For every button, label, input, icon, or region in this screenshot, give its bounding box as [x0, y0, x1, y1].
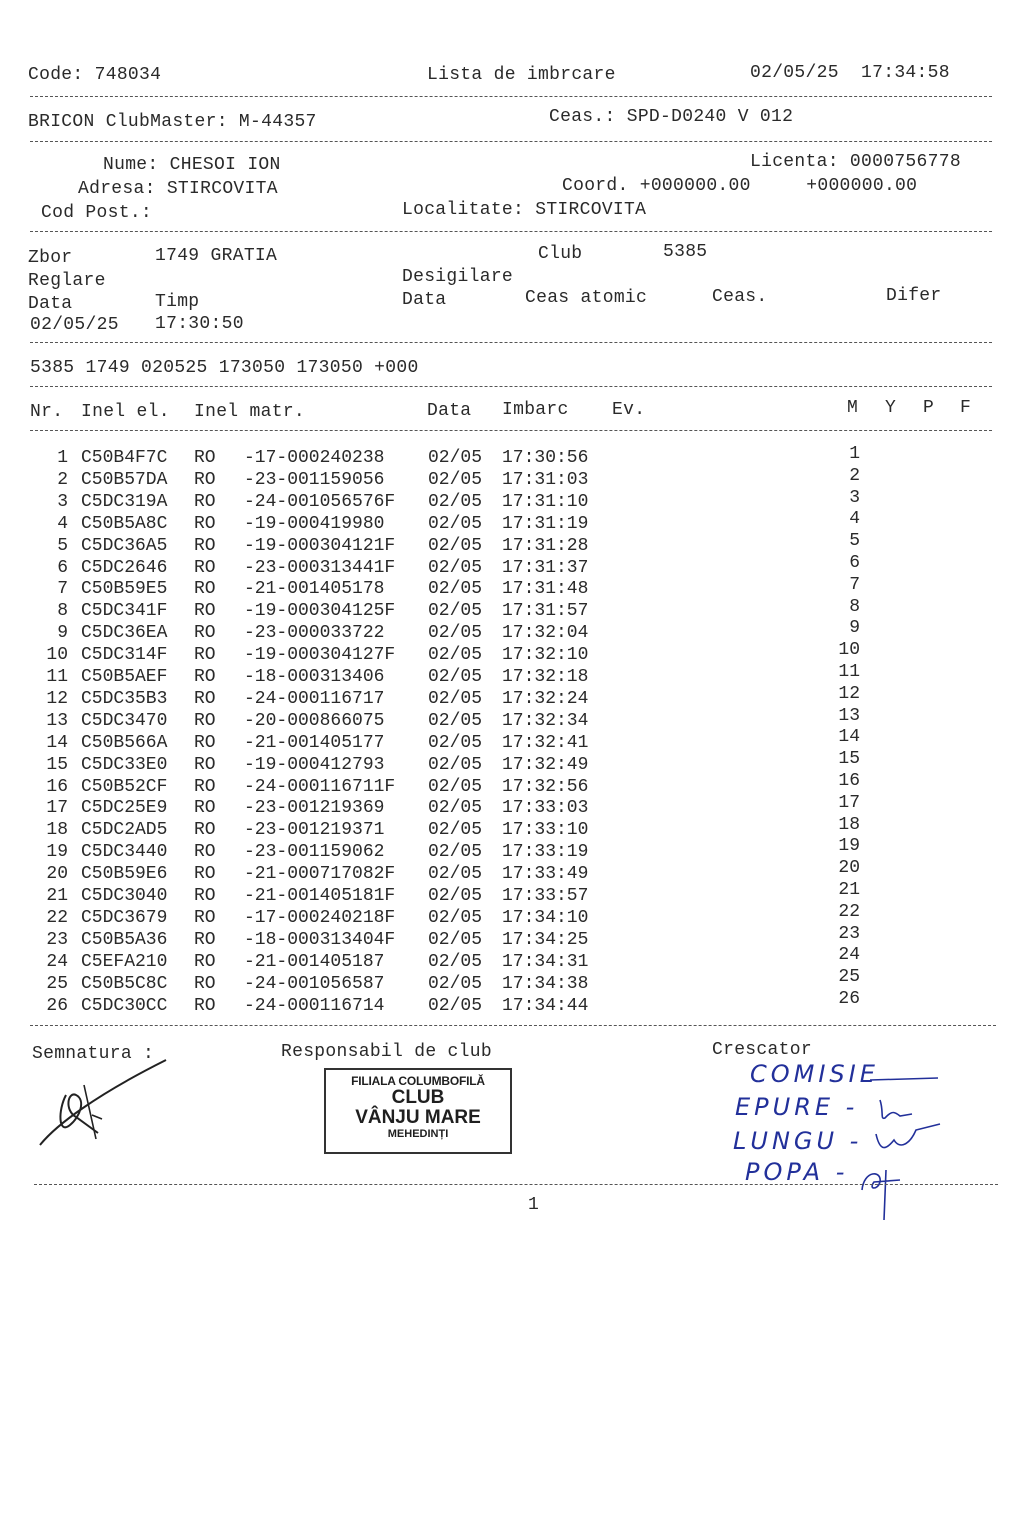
- electronic-ring: C5DC36A5: [81, 535, 168, 556]
- row-number: 14: [46, 732, 68, 753]
- clock-label: Ceas.: SPD-D0240 V 012: [549, 107, 794, 127]
- ring-number: -21-001405187: [244, 951, 385, 972]
- owner-locality: Localitate: STIRCOVITA: [402, 200, 647, 220]
- table-row: [0, 858, 1024, 885]
- arrival-date: 02/05: [428, 732, 483, 753]
- position-m: 23: [838, 923, 860, 944]
- ceas-label: Ceas.: [712, 287, 768, 307]
- row-number: 18: [46, 820, 68, 841]
- arrival-time: 17:31:37: [502, 557, 589, 578]
- position-m: 2: [849, 465, 860, 486]
- arrival-time: 17:32:10: [502, 645, 589, 666]
- row-number: 9: [57, 623, 68, 644]
- position-m: 5: [849, 531, 860, 552]
- col-inel-el: Inel el.: [81, 402, 170, 422]
- page-number: 1: [528, 1195, 540, 1215]
- arrival-time: 17:31:48: [502, 579, 589, 600]
- position-m: 3: [849, 487, 860, 508]
- country-code: RO: [194, 907, 216, 928]
- position-m: 25: [838, 967, 860, 988]
- table-row: [0, 444, 1024, 469]
- electronic-ring: C5DC30CC: [81, 995, 168, 1016]
- ring-number: -17-000240218F: [244, 907, 396, 928]
- position-m: 16: [838, 771, 860, 791]
- divider: [30, 342, 992, 343]
- country-code: RO: [194, 448, 216, 468]
- country-code: RO: [194, 535, 216, 556]
- divider: [30, 96, 992, 97]
- country-code: RO: [194, 667, 216, 687]
- row-number: 11: [46, 667, 68, 687]
- electronic-ring: C50B566A: [81, 732, 168, 753]
- ring-number: -23-000033722: [244, 623, 385, 644]
- row-number: 4: [57, 513, 68, 534]
- row-number: 3: [57, 491, 68, 512]
- table-row: [0, 989, 1024, 1017]
- row-number: 7: [57, 579, 68, 600]
- position-m: 20: [838, 858, 860, 879]
- club-stamp: [324, 1068, 512, 1154]
- ring-number: -23-001159056: [244, 469, 385, 490]
- ring-number: -18-000313406: [244, 667, 385, 687]
- electronic-ring: C5DC341F: [81, 601, 168, 622]
- position-m: 17: [838, 792, 860, 813]
- arrival-date: 02/05: [428, 710, 483, 731]
- table-row: [0, 705, 1024, 732]
- arrival-time: 17:32:34: [502, 710, 589, 731]
- country-code: RO: [194, 951, 216, 972]
- row-number: 24: [46, 951, 68, 972]
- stamp-line4: MEHEDINȚI: [387, 1128, 449, 1140]
- table-row: [0, 880, 1024, 907]
- ring-number: -21-000717082F: [244, 864, 396, 885]
- divider: [30, 386, 992, 387]
- arrival-date: 02/05: [428, 601, 483, 622]
- ring-number: -19-000304127F: [244, 645, 396, 666]
- ring-number: -24-001056587: [244, 973, 385, 994]
- electronic-ring: C5DC25E9: [81, 798, 168, 819]
- electronic-ring: C50B5AEF: [81, 667, 168, 687]
- electronic-ring: C5DC35B3: [81, 688, 168, 709]
- data-value: 02/05/25: [30, 315, 119, 335]
- arrival-time: 17:34:25: [502, 929, 589, 950]
- arrival-date: 02/05: [428, 842, 483, 863]
- electronic-ring: C50B59E5: [81, 579, 168, 600]
- position-m: 7: [849, 574, 860, 595]
- timp-value: 17:30:50: [155, 314, 244, 334]
- reglare-label: Reglare: [28, 271, 106, 291]
- arrival-time: 17:32:41: [502, 732, 589, 753]
- semnatura-label: Semnatura :: [32, 1044, 155, 1064]
- table-row: [0, 749, 1024, 776]
- row-number: 10: [46, 645, 68, 666]
- arrival-date: 02/05: [428, 907, 483, 928]
- ceas-atomic-label: Ceas atomic: [525, 288, 648, 308]
- row-number: 20: [46, 864, 68, 885]
- ring-number: -23-000313441F: [244, 557, 396, 578]
- table-row: [0, 487, 1024, 513]
- ring-number: -21-001405178: [244, 579, 385, 600]
- table-row: [0, 836, 1024, 863]
- col-nr: Nr.: [30, 402, 64, 422]
- position-m: 14: [838, 727, 860, 748]
- ring-number: -19-000304125F: [244, 601, 396, 622]
- arrival-time: 17:32:04: [502, 623, 589, 644]
- ring-number: -17-000240238: [244, 448, 385, 468]
- ring-number: -21-001405177: [244, 732, 385, 753]
- table-row: [0, 574, 1024, 600]
- electronic-ring: C50B5A36: [81, 929, 168, 950]
- stamp-line3: VÂNJU MARE: [355, 1107, 481, 1128]
- arrival-time: 17:33:57: [502, 886, 589, 906]
- col-inel-matr: Inel matr.: [194, 402, 306, 422]
- position-m: 6: [849, 553, 860, 573]
- row-number: 16: [46, 776, 68, 797]
- divider: [30, 231, 992, 232]
- arrival-time: 17:31:03: [502, 469, 589, 490]
- position-m: 18: [838, 814, 860, 835]
- electronic-ring: C5DC3440: [81, 842, 168, 863]
- ring-number: -23-001219371: [244, 820, 385, 841]
- row-number: 15: [46, 754, 68, 775]
- country-code: RO: [194, 513, 216, 534]
- arrival-date: 02/05: [428, 798, 483, 819]
- country-code: RO: [194, 601, 216, 622]
- position-m: 1: [849, 444, 860, 464]
- row-number: 26: [46, 995, 68, 1016]
- position-m: 9: [849, 618, 860, 639]
- electronic-ring: C5DC2646: [81, 557, 168, 578]
- arrival-date: 02/05: [428, 491, 483, 512]
- arrival-time: 17:34:10: [502, 907, 589, 928]
- divider: [30, 430, 992, 431]
- position-m: 11: [838, 662, 860, 682]
- print-datetime: 02/05/25 17:34:58: [750, 63, 950, 83]
- arrival-date: 02/05: [428, 951, 483, 972]
- col-data: Data: [427, 401, 472, 421]
- country-code: RO: [194, 754, 216, 775]
- owner-address: Adresa: STIRCOVITA: [78, 179, 278, 199]
- table-row: [0, 465, 1024, 491]
- country-code: RO: [194, 864, 216, 885]
- table-row: [0, 945, 1024, 973]
- country-code: RO: [194, 798, 216, 819]
- divider: [30, 1025, 996, 1026]
- row-number: 13: [46, 710, 68, 731]
- handwriting-comisie: COMISIE: [750, 1060, 879, 1088]
- arrival-date: 02/05: [428, 886, 483, 906]
- row-number: 21: [46, 886, 68, 906]
- arrival-date: 02/05: [428, 535, 483, 556]
- country-code: RO: [194, 710, 216, 731]
- arrival-time: 17:33:49: [502, 864, 589, 885]
- owner-postcode: Cod Post.:: [41, 203, 153, 223]
- table-row: [0, 771, 1024, 798]
- arrival-time: 17:34:44: [502, 995, 589, 1016]
- arrival-date: 02/05: [428, 995, 483, 1016]
- table-row: [0, 662, 1024, 688]
- position-m: 12: [838, 683, 860, 704]
- country-code: RO: [194, 995, 216, 1016]
- row-number: 19: [46, 842, 68, 863]
- electronic-ring: C5DC314F: [81, 645, 168, 666]
- table-row: [0, 967, 1024, 995]
- position-m: 22: [838, 901, 860, 922]
- country-code: RO: [194, 732, 216, 753]
- ring-number: -19-000412793: [244, 754, 385, 775]
- table-row: [0, 901, 1024, 929]
- ring-number: -19-000304121F: [244, 535, 396, 556]
- ring-number: -24-000116714: [244, 995, 385, 1016]
- handwriting-epure: EPURE -: [735, 1093, 859, 1121]
- divider: [30, 141, 992, 142]
- table-row: [0, 553, 1024, 579]
- club-label: Club: [538, 244, 583, 264]
- country-code: RO: [194, 557, 216, 578]
- ring-number: -20-000866075: [244, 710, 385, 731]
- data-label: Data: [28, 294, 73, 314]
- table-row: [0, 727, 1024, 754]
- arrival-time: 17:32:24: [502, 688, 589, 709]
- country-code: RO: [194, 688, 216, 709]
- table-row: [0, 640, 1024, 666]
- country-code: RO: [194, 491, 216, 512]
- ring-number: -24-000116711F: [244, 776, 396, 797]
- stamp-line1: FILIALA COLUMBOFILĂ: [351, 1074, 485, 1088]
- arrival-time: 17:33:10: [502, 820, 589, 841]
- position-m: 24: [838, 945, 860, 966]
- country-code: RO: [194, 929, 216, 950]
- country-code: RO: [194, 645, 216, 666]
- arrival-time: 17:31:19: [502, 513, 589, 534]
- row-number: 5: [57, 535, 68, 556]
- timp-label: Timp: [155, 292, 200, 312]
- position-m: 26: [838, 989, 860, 1009]
- country-code: RO: [194, 820, 216, 841]
- arrival-time: 17:34:38: [502, 973, 589, 994]
- electronic-ring: C5DC3040: [81, 886, 168, 906]
- position-m: 8: [849, 596, 860, 617]
- zbor-value: 1749 GRATIA: [155, 246, 278, 266]
- arrival-time: 17:32:56: [502, 776, 589, 797]
- position-m: 13: [838, 705, 860, 726]
- arrival-date: 02/05: [428, 557, 483, 578]
- arrival-time: 17:33:03: [502, 798, 589, 819]
- signature-scribble: [36, 1055, 176, 1150]
- arrival-date: 02/05: [428, 688, 483, 709]
- row-number: 6: [57, 557, 68, 578]
- flight-summary: 5385 1749 020525 173050 173050 +000: [30, 358, 419, 378]
- table-row: [0, 683, 1024, 710]
- ring-number: -24-001056576F: [244, 491, 396, 512]
- responsabil-label: Responsabil de club: [281, 1042, 492, 1062]
- table-row: [0, 792, 1024, 819]
- table-row: [0, 814, 1024, 841]
- col-m: M: [847, 398, 859, 418]
- zbor-label: Zbor: [28, 248, 73, 268]
- row-number: 17: [46, 798, 68, 819]
- arrival-date: 02/05: [428, 864, 483, 885]
- electronic-ring: C50B52CF: [81, 776, 168, 797]
- table-row: [0, 509, 1024, 535]
- clubmaster-label: BRICON ClubMaster: M-44357: [28, 112, 317, 132]
- electronic-ring: C5DC3470: [81, 710, 168, 731]
- committee-initials: [840, 1070, 950, 1225]
- country-code: RO: [194, 842, 216, 863]
- owner-coord: Coord. +000000.00 +000000.00: [562, 176, 918, 196]
- electronic-ring: C50B57DA: [81, 469, 168, 490]
- row-number: 23: [46, 929, 68, 950]
- row-number: 12: [46, 688, 68, 709]
- col-imbarc: Imbarc: [502, 400, 569, 420]
- col-f: F: [960, 398, 972, 418]
- electronic-ring: C5DC36EA: [81, 623, 168, 644]
- ring-number: -18-000313404F: [244, 929, 396, 950]
- electronic-ring: C5DC2AD5: [81, 820, 168, 841]
- ring-number: -24-000116717: [244, 688, 385, 709]
- row-number: 25: [46, 973, 68, 994]
- country-code: RO: [194, 469, 216, 490]
- arrival-date: 02/05: [428, 820, 483, 841]
- arrival-date: 02/05: [428, 973, 483, 994]
- position-m: 21: [838, 880, 860, 900]
- country-code: RO: [194, 579, 216, 600]
- arrival-date: 02/05: [428, 623, 483, 644]
- desigilare-label: Desigilare: [402, 267, 514, 287]
- arrival-date: 02/05: [428, 667, 483, 687]
- row-number: 22: [46, 907, 68, 928]
- arrival-time: 17:31:10: [502, 491, 589, 512]
- country-code: RO: [194, 886, 216, 906]
- arrival-time: 17:30:56: [502, 448, 589, 468]
- position-m: 4: [849, 509, 860, 530]
- owner-license: Licenta: 0000756778: [750, 152, 961, 172]
- country-code: RO: [194, 973, 216, 994]
- country-code: RO: [194, 776, 216, 797]
- arrival-date: 02/05: [428, 754, 483, 775]
- handwriting-popa: POPA -: [745, 1158, 849, 1186]
- arrival-time: 17:33:19: [502, 842, 589, 863]
- country-code: RO: [194, 623, 216, 644]
- arrival-time: 17:32:49: [502, 754, 589, 775]
- arrival-date: 02/05: [428, 579, 483, 600]
- row-number: 8: [57, 601, 68, 622]
- col-p: P: [923, 398, 935, 418]
- arrival-date: 02/05: [428, 513, 483, 534]
- stamp-line2: CLUB: [391, 1087, 445, 1108]
- arrival-time: 17:34:31: [502, 951, 589, 972]
- electronic-ring: C50B59E6: [81, 864, 168, 885]
- electronic-ring: C5DC33E0: [81, 754, 168, 775]
- electronic-ring: C50B5A8C: [81, 513, 168, 534]
- owner-name: Nume: CHESOI ION: [103, 155, 281, 175]
- col-ev: Ev.: [612, 400, 646, 420]
- arrival-date: 02/05: [428, 469, 483, 490]
- row-number: 1: [57, 448, 68, 468]
- electronic-ring: C5DC319A: [81, 491, 168, 512]
- code-label: Code: 748034: [28, 65, 162, 85]
- arrival-date: 02/05: [428, 929, 483, 950]
- electronic-ring: C50B5C8C: [81, 973, 168, 994]
- crescator-label: Crescator: [712, 1040, 812, 1060]
- ring-number: -19-000419980: [244, 513, 385, 534]
- ring-number: -21-001405181F: [244, 886, 396, 906]
- electronic-ring: C5DC3679: [81, 907, 168, 928]
- arrival-date: 02/05: [428, 448, 483, 468]
- table-row: [0, 618, 1024, 644]
- electronic-ring: C50B4F7C: [81, 448, 168, 468]
- arrival-time: 17:31:57: [502, 601, 589, 622]
- divider: [34, 1184, 998, 1185]
- position-m: 19: [838, 836, 860, 857]
- club-value: 5385: [663, 242, 708, 262]
- handwriting-lungu: LUNGU -: [733, 1127, 863, 1155]
- table-row: [0, 923, 1024, 951]
- table-row: [0, 596, 1024, 622]
- position-m: 10: [838, 640, 860, 661]
- ring-number: -23-001159062: [244, 842, 385, 863]
- arrival-date: 02/05: [428, 776, 483, 797]
- col-y: Y: [885, 398, 897, 418]
- arrival-date: 02/05: [428, 645, 483, 666]
- document-title: Lista de imbrcare: [427, 65, 616, 85]
- table-row: [0, 531, 1024, 557]
- desigilare-data-label: Data: [402, 290, 447, 310]
- ring-number: -23-001219369: [244, 798, 385, 819]
- difer-label: Difer: [886, 286, 942, 306]
- row-number: 2: [57, 469, 68, 490]
- electronic-ring: C5EFA210: [81, 951, 168, 972]
- arrival-time: 17:32:18: [502, 667, 589, 687]
- arrival-time: 17:31:28: [502, 535, 589, 556]
- position-m: 15: [838, 749, 860, 770]
